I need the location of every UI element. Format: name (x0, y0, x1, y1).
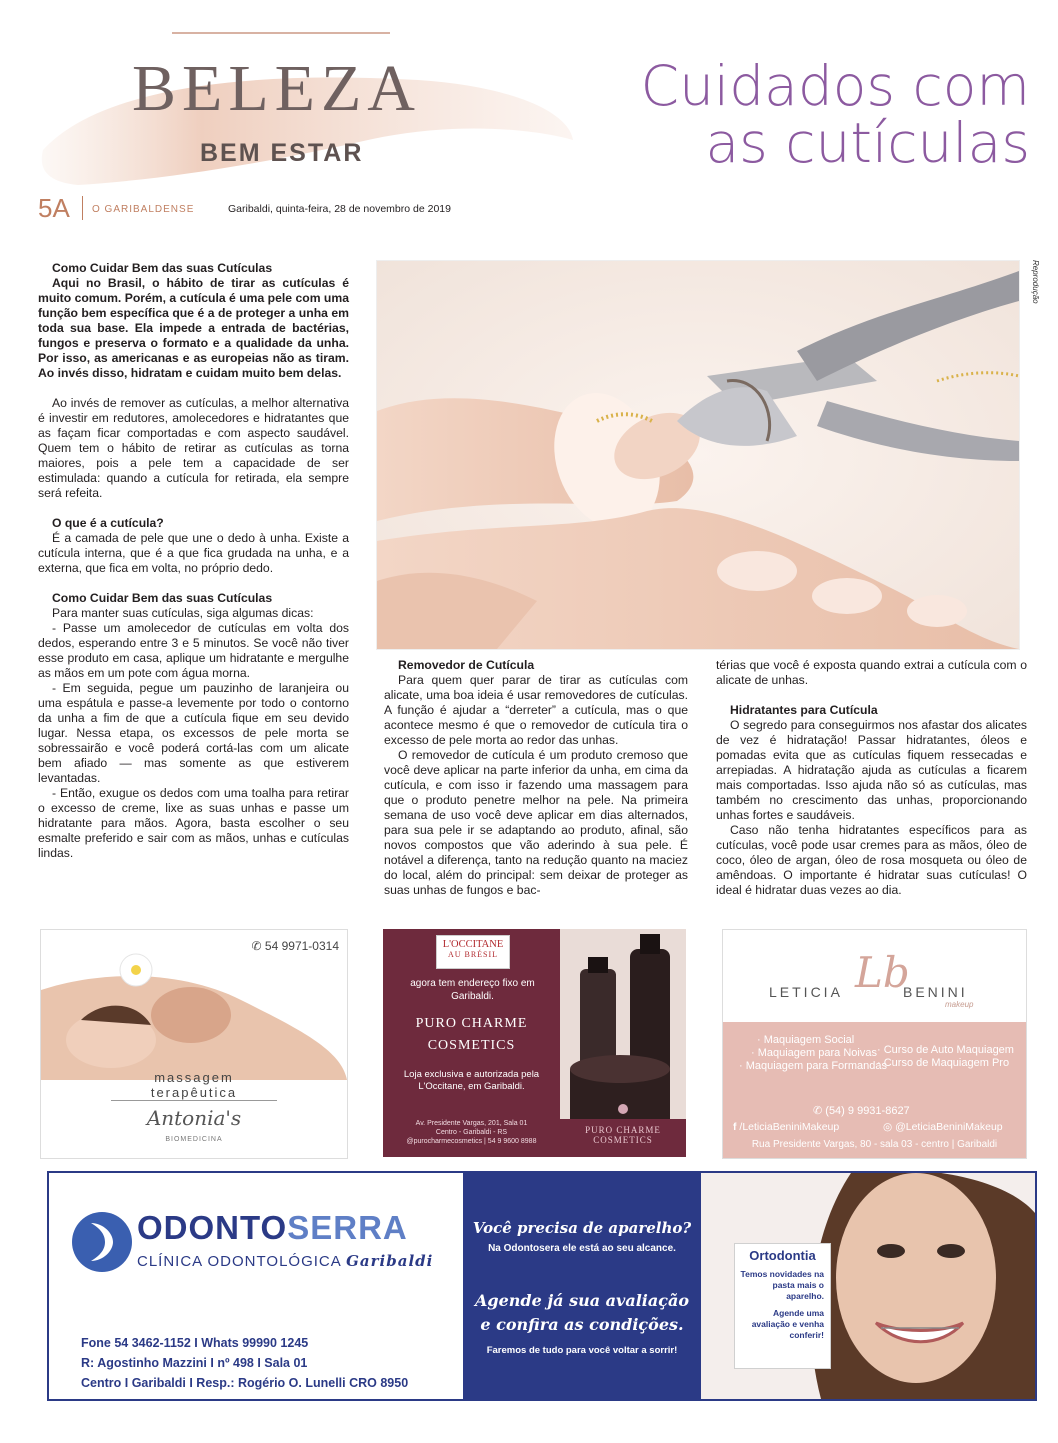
massage-phone (252, 939, 339, 953)
page-number-divider (82, 196, 83, 220)
occitane-logo (436, 935, 510, 969)
occitane-jar-line-2: COSMETICS (593, 1135, 653, 1145)
photo-credit (1030, 260, 1042, 560)
leticia-benini-ad[interactable] (722, 929, 1027, 1159)
article-paragraph: É a camada de pele que une o dedo à unha. Existe a cutícula interna, que é a que fica grudada na unha, e a externa, que fica em volta, no próprio dedo. (38, 531, 349, 575)
leticia-services-right (877, 1044, 1014, 1070)
ortodontia-title: Ortodontia (749, 1248, 816, 1263)
occitane-ad[interactable] (383, 929, 686, 1157)
leticia-whatsapp (813, 1104, 910, 1117)
section-subtitle: BEM ESTAR (200, 139, 364, 167)
article-paragraph: Caso não tenha hidratantes específicos para as cutículas, você pode usar cremes para as mãos, óleo de coco, óleo de argan, óleo de rosa mosqueta ou óleo de amêndoas. O importante é hidratar suas cutículas! O ideal é hidratar duas vezes ao dia. (716, 823, 1027, 897)
odonto-logo-icon (71, 1211, 133, 1273)
massage-ad[interactable] (40, 929, 348, 1159)
ortodontia-text-1: Temos novidades na pasta mais o aparelho. (740, 1269, 824, 1301)
odonto-subtitle-text: CLÍNICA ODONTOLÓGICA (137, 1253, 341, 1270)
ortodontia-box (734, 1243, 831, 1369)
leticia-logo-area (723, 930, 1026, 1022)
leticia-address: Rua Presidente Vargas, 80 - sala 03 - centro | Garibaldi (751, 1139, 998, 1150)
odonto-blue-panel (463, 1173, 701, 1399)
odonto-contact (81, 1333, 408, 1393)
odonto-brand-1: ODONTO (137, 1209, 288, 1246)
leticia-facebook-handle: /LeticiaBeniniMakeup (739, 1121, 840, 1133)
massage-tagline: BIOMEDICINA (165, 1136, 223, 1143)
headline-line-1: Cuidados com (640, 54, 1030, 118)
odonto-cta-line-2: e confira as condições. (480, 1315, 684, 1334)
headline-line-2: as cutículas (705, 111, 1030, 175)
article-subhead: O que é a cutícula? (52, 516, 164, 530)
article-paragraph: O removedor de cutícula é um produto cremoso que você deve aplicar na parte inferior da unha, em cima da cutícula, e com isso ir fazendo uma massagem para que o produto penetre melhor na pele. Na primeira semana de uso você deve aplicar em dias alternados, para sua pele ir se adaptando ao produto, afinal, são novos compostos que vão aderindo à sua pele. É notável a diferença, tanto na redução quanto na maciez do local, além do principal: sem deixar de proteger as suas unhas de fungos e bac- (384, 748, 688, 897)
dateline: Garibaldi, quinta-feira, 28 de novembro de 2019 (228, 203, 451, 215)
odonto-question-sub: Na Odontosera ele está ao seu alcance. (488, 1243, 676, 1254)
odonto-contact-line: R: Agostinho Mazzini I nº 498 I Sala 01 (81, 1356, 308, 1370)
odonto-brand (137, 1211, 408, 1244)
odonto-contact-line: Centro I Garibaldi I Resp.: Rogério O. Lunelli CRO 8950 (81, 1376, 409, 1390)
section-title: BELEZA (132, 52, 421, 125)
article-paragraph: - Então, exugue os dedos com uma toalha para retirar o excesso de creme, lixe as suas unhas e passe um hidratante para mãos. Agora, basta escolher o seu esmalte preferido e sair com as mãos, unhas e cutículas lindas. (38, 786, 349, 860)
article-paragraph: - Passe um amolecedor de cutículas em volta dos dedos, esperando entre 3 e 5 minutos. Se você não tiver esse produto em casa, aplique um hidratante e mergulhe as mãos em um pote com água morna. (38, 621, 349, 680)
ortodontia-text-2: Agende uma avaliação e venha conferir! (751, 1308, 824, 1340)
occitane-address-2: Centro - Garibaldi - RS (435, 1129, 508, 1136)
whatsapp-icon: ✆ (813, 1105, 826, 1117)
article-paragraph: térias que você é exposta quando extrai a cutícula com o alicate de unhas. (716, 658, 1027, 687)
whatsapp-icon: ✆ (251, 939, 265, 953)
headline (560, 54, 1030, 175)
article-paragraph: Para quem quer parar de tirar as cutículas com alicate, uma boa ideia é usar removedores de cutículas. A função é ajudar a “derreter” a cutícula, mas o que acontece mesmo é que o removedor de cutícula tira o excesso de pele morta ao redor das unhas. (384, 673, 688, 747)
service-item: · Curso de Maquiagem Pro (877, 1057, 1010, 1069)
odonto-city: Garibaldi (346, 1252, 434, 1270)
photo-credit-label: Reprodução (1031, 260, 1040, 304)
article-paragraph: - Em seguida, pegue um pauzinho de laranjeira ou uma espátula e passe-a levemente por todo o contorno da unha a fim de que a cutícula fique em seu devido lugar. Nessa etapa, os excessos de pele morta se sobressairão e você poderá cortá-las com um alicate bem afiado — mas somente as que estiverem levantadas. (38, 681, 349, 785)
leticia-first-name: LETICIA (769, 984, 843, 1000)
article-subhead: Removedor de Cutícula (398, 658, 535, 672)
odonto-left-panel (49, 1173, 463, 1399)
odonto-subtitle (137, 1252, 433, 1270)
article-column-3 (716, 658, 1027, 898)
article-subhead: Como Cuidar Bem das suas Cutículas (52, 261, 273, 275)
occitane-intro: agora tem endereço fixo em Garibaldi. (410, 978, 535, 1002)
article-paragraph: Ao invés de remover as cutículas, a melhor alternativa é investir em redutores, amolecedores e hidratantes que as façam ficar comportadas e com aspecto saudável. Quem tem o hábito de retirar as cutículas as torna maiores, pois a pele tem a capacidade de ser estimulada: quando a cutícula for retirada, ela sempre será refeita. (38, 396, 349, 500)
article-subhead: Como Cuidar Bem das suas Cutículas (52, 591, 273, 605)
article-paragraph: Aqui no Brasil, o hábito de tirar as cutículas é muito comum. Porém, a cutícula é uma pele com uma função bem específica que é a de proteger a unha em toda sua base. Ela impede a entrada de bactérias, fungos e preserva o formato e a qualidade da unha. Por isso, as americanas e as europeias não as tiram. Ao invés disso, hidratam e cuidam muito bem delas. (38, 276, 349, 380)
leticia-whatsapp-number: (54) 9 9931-8627 (825, 1105, 910, 1117)
occitane-logo-line-1: L'OCCITANE (442, 939, 504, 950)
facebook-icon: f (733, 1121, 740, 1133)
service-item: · Maquiagem para Noivas (751, 1047, 877, 1059)
occitane-jar-line-1: PURO CHARME (585, 1125, 661, 1135)
instagram-icon: ◎ (883, 1121, 896, 1133)
odonto-serra-ad[interactable] (47, 1171, 1037, 1401)
occitane-contact: @purocharmecosmetics | 54 9 9600 8988 (406, 1138, 537, 1145)
odonto-brand-2: SERRA (287, 1209, 408, 1246)
massage-service: massagem terapêutica (111, 1070, 277, 1101)
leticia-services-left (733, 1034, 887, 1073)
leticia-monogram: Lb (855, 948, 910, 997)
odonto-cta-sub: Faremos de tudo para você voltar a sorrir! (486, 1345, 678, 1356)
article-column-2 (384, 658, 688, 898)
service-item: · Curso de Auto Maquiagem (877, 1044, 1014, 1056)
article-paragraph: Para manter suas cutículas, siga algumas dicas: (52, 606, 314, 620)
occitane-logo-line-2: AU BRÉSIL (447, 950, 499, 959)
leticia-last-name: BENINI (903, 984, 968, 1000)
massage-phone-number: 54 9971-0314 (264, 939, 339, 953)
odonto-cta-line-1: Agende já sua avaliação (475, 1291, 689, 1310)
article-paragraph: O segredo para conseguirmos nos afastar dos alicates de vez é hidratação! Passar hidratantes, óleos e pomadas evita que as cutículas fiquem ressecadas e arrepiadas. A hidratação ajuda as cutículas a ficarem mais comportadas. Isso ajuda não só as cutículas, mas também no crescimento das unhas, proporcionando unhas fortes e saudáveis. (716, 718, 1027, 822)
occitane-store-line-1: PURO CHARME (415, 1016, 528, 1031)
service-item: · Maquiagem Social (757, 1034, 855, 1046)
leticia-instagram-handle: @LeticiaBeniniMakeup (895, 1121, 1003, 1133)
leticia-instagram (883, 1121, 1003, 1133)
service-item: · Maquiagem para Formandas (739, 1060, 887, 1072)
odonto-question: Você precisa de aparelho? (472, 1219, 692, 1237)
massage-brand: Antonia's (146, 1106, 242, 1130)
odonto-contact-line: Fone 54 3462-1152 I Whats 99990 1245 (81, 1336, 309, 1350)
occitane-address-1: Av. Presidente Vargas, 201, Sala 01 (415, 1120, 528, 1127)
newspaper-name: O GARIBALDENSE (92, 204, 195, 215)
occitane-description: Loja exclusiva e autorizada pela L'Occitane, em Garibaldi. (403, 1069, 540, 1092)
page-number: 5A (38, 193, 70, 223)
article-subhead: Hidratantes para Cutícula (730, 703, 878, 717)
leticia-sub: makeup (945, 1000, 974, 1009)
occitane-jar-label (560, 1125, 686, 1145)
article-column-1 (38, 261, 349, 861)
manicure-photo (376, 260, 1020, 650)
leticia-facebook (733, 1121, 839, 1133)
occitane-text-panel (383, 929, 560, 1157)
occitane-address (383, 1119, 560, 1146)
leticia-services-panel (723, 1022, 1026, 1158)
occitane-products-photo (560, 929, 686, 1157)
header-rule (172, 32, 390, 34)
occitane-store-line-2: COSMETICS (427, 1038, 516, 1053)
